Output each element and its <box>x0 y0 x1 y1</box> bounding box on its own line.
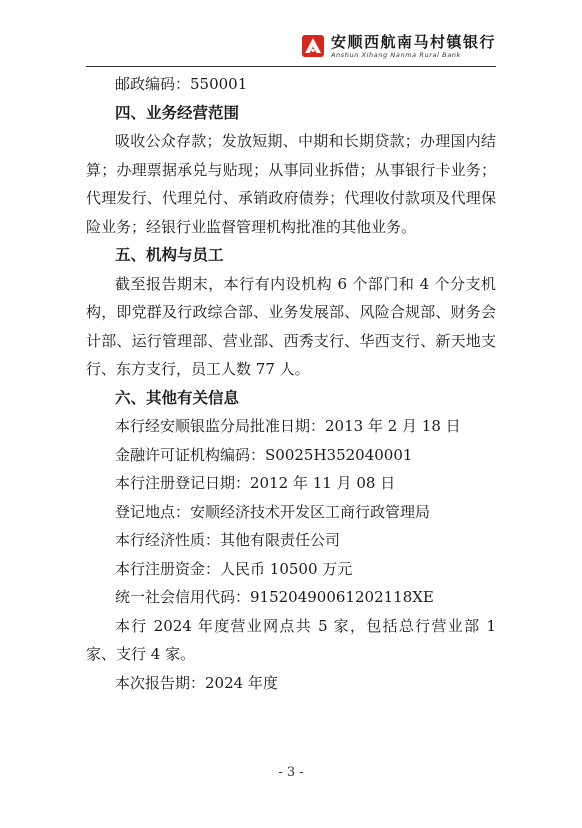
business-scope-paragraph: 吸收公众存款；发放短期、中期和长期贷款；办理国内结算；办理票据承兑与贴现；从事同业拆借；从事银行卡业务；代理发行、代理兑付、承销政府债券；代理收付款项及代理保险业务；经银行业监督管理机构批准的其他业务。 <box>86 132 496 236</box>
license-code-line: 金融许可证机构编码：S0025H352040001 <box>115 445 413 464</box>
section-heading-organization-staff: 五、机构与员工 <box>115 246 224 264</box>
bank-logo-icon <box>301 34 325 58</box>
economic-nature-line: 本行经济性质：其他有限责任公司 <box>115 531 341 549</box>
section-heading-other-info: 六、其他有关信息 <box>115 388 240 407</box>
bank-name-cn: 安顺西航南马村镇银行 <box>330 33 496 51</box>
bank-name-en: Anshun Xihang Nanma Rural Bank <box>330 51 461 59</box>
registration-place-line: 登记地点：安顺经济技术开发区工商行政管理局 <box>115 502 431 521</box>
outlets-paragraph: 本行 2024 年度营业网点共 5 家，包括总行营业部 1 家、支行 4 家。 <box>86 616 496 663</box>
bank-logo <box>301 34 496 59</box>
report-period-line: 本次报告期：2024 年度 <box>115 673 278 692</box>
organization-staff-paragraph: 截至报告期末，本行有内设机构 6 个部门和 4 个分支机构，即党群及行政综合部、业务发展部、风险合规部、财务会计部、运行管理部、营业部、西秀支行、华西支行、新天地支行、东方支行，员工人数 77 人。 <box>86 274 496 378</box>
registration-date-line: 本行注册登记日期：2012 年 11 月 08 日 <box>115 474 396 492</box>
postal-code-line: 邮政编码：550001 <box>115 75 248 93</box>
registered-capital-line: 本行注册资金：人民币 10500 万元 <box>115 559 353 578</box>
document-body <box>86 70 496 697</box>
page-header <box>86 30 496 67</box>
page-number: - 3 - <box>278 765 304 780</box>
approval-date-line: 本行经安顺银监分局批准日期：2013 年 2 月 18 日 <box>115 417 461 435</box>
credit-code-line: 统一社会信用代码：91520490061202118XE <box>115 588 434 606</box>
section-heading-business-scope: 四、业务经营范围 <box>115 103 240 122</box>
